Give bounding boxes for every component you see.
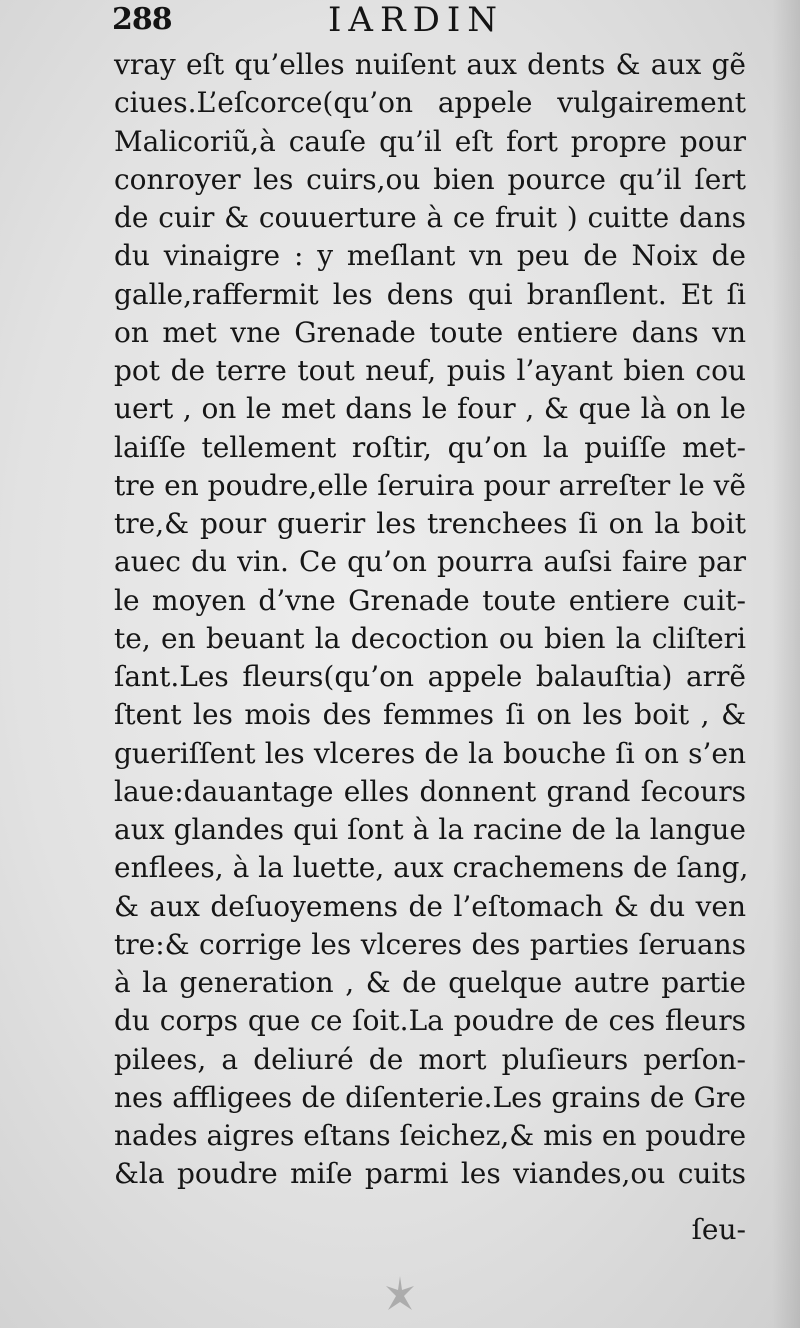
text-line: laue:dauantage elles donnent grand ſecours [114, 774, 746, 808]
page-number: 288 [112, 2, 172, 37]
text-line: nes affligees de diſenterie.Les grains de Gre [114, 1080, 746, 1114]
text-line: vray eſt qu’elles nuiſent aux dents & aux gẽ [114, 48, 746, 81]
text-line: galle,raffermit les dens qui branſlent. Et ſi [114, 277, 746, 311]
text-line: & aux deſuoyemens de l’eſtomach & du ven [114, 889, 746, 923]
text-line: on met vne Grenade toute entiere dans vn [114, 315, 746, 349]
text-line: nades aigres eſtans ſeichez,& mis en poudre [114, 1119, 747, 1152]
text-line: ciues.L’eſcorce(qu’on appele vulgairement [114, 86, 746, 120]
text-line: ſant.Les fleurs(qu’on appele balauſtia) arrẽ [114, 660, 746, 693]
text-line: laiſſe tellement roſtir, qu’on la puiſſe met- [114, 430, 746, 464]
text-line: enflees, à la luette, aux crachemens de ſang, [114, 851, 749, 885]
running-title: IARDIN [328, 0, 505, 40]
text-line: conroyer les cuirs,ou bien pource qu’il ſert [114, 162, 746, 196]
text-line: pilees, a deliuré de mort pluſieurs perſon- [114, 1042, 746, 1076]
text-line: tre:& corrige les vlceres des parties ſeruans [114, 927, 746, 961]
text-line: auec du vin. Ce qu’on pourra auſsi faire par [114, 545, 746, 579]
text-line: tre,& pour guerir les trenchees ſi on la boit [114, 507, 746, 540]
text-line: uert , on le met dans le four , & que là on le [114, 392, 746, 426]
text-line: aux glandes qui ſont à la racine de la langue [114, 813, 746, 846]
text-line: de cuir & couuerture à ce fruit ) cuitte dans [114, 201, 746, 234]
body-text [114, 46, 749, 1194]
text-line: ſtent les mois des femmes ſi on les boit , & [114, 698, 746, 732]
text-line: te, en beuant la decoction ou bien la cliſteri [114, 621, 746, 655]
page-header [112, 0, 772, 44]
text-line: du corps que ce ſoit.La poudre de ces fleurs [114, 1004, 746, 1038]
text-line: &la poudre miſe parmi les viandes,ou cuits [114, 1157, 746, 1191]
ornament-icon [380, 1272, 420, 1318]
text-line: à la generation , & de quelque autre partie [114, 966, 746, 999]
text-line: du vinaigre : y meſlant vn peu de Noix de [114, 239, 746, 273]
text-line: gueriſſent les vlceres de la bouche ſi on s’en [114, 736, 746, 770]
catchword-row [114, 1210, 746, 1250]
text-line: Malicoriũ,à cauſe qu’il eſt fort propre pour [114, 124, 746, 158]
page-gutter-shadow [772, 0, 800, 1328]
text-line: le moyen d’vne Grenade toute entiere cuit- [114, 583, 746, 617]
text-line: tre en poudre,elle ſeruira pour arreſter le vẽ [114, 468, 746, 502]
catchword: ſeu- [691, 1213, 746, 1246]
text-line: pot de terre tout neuf, puis l’ayant bien cou [114, 354, 746, 387]
